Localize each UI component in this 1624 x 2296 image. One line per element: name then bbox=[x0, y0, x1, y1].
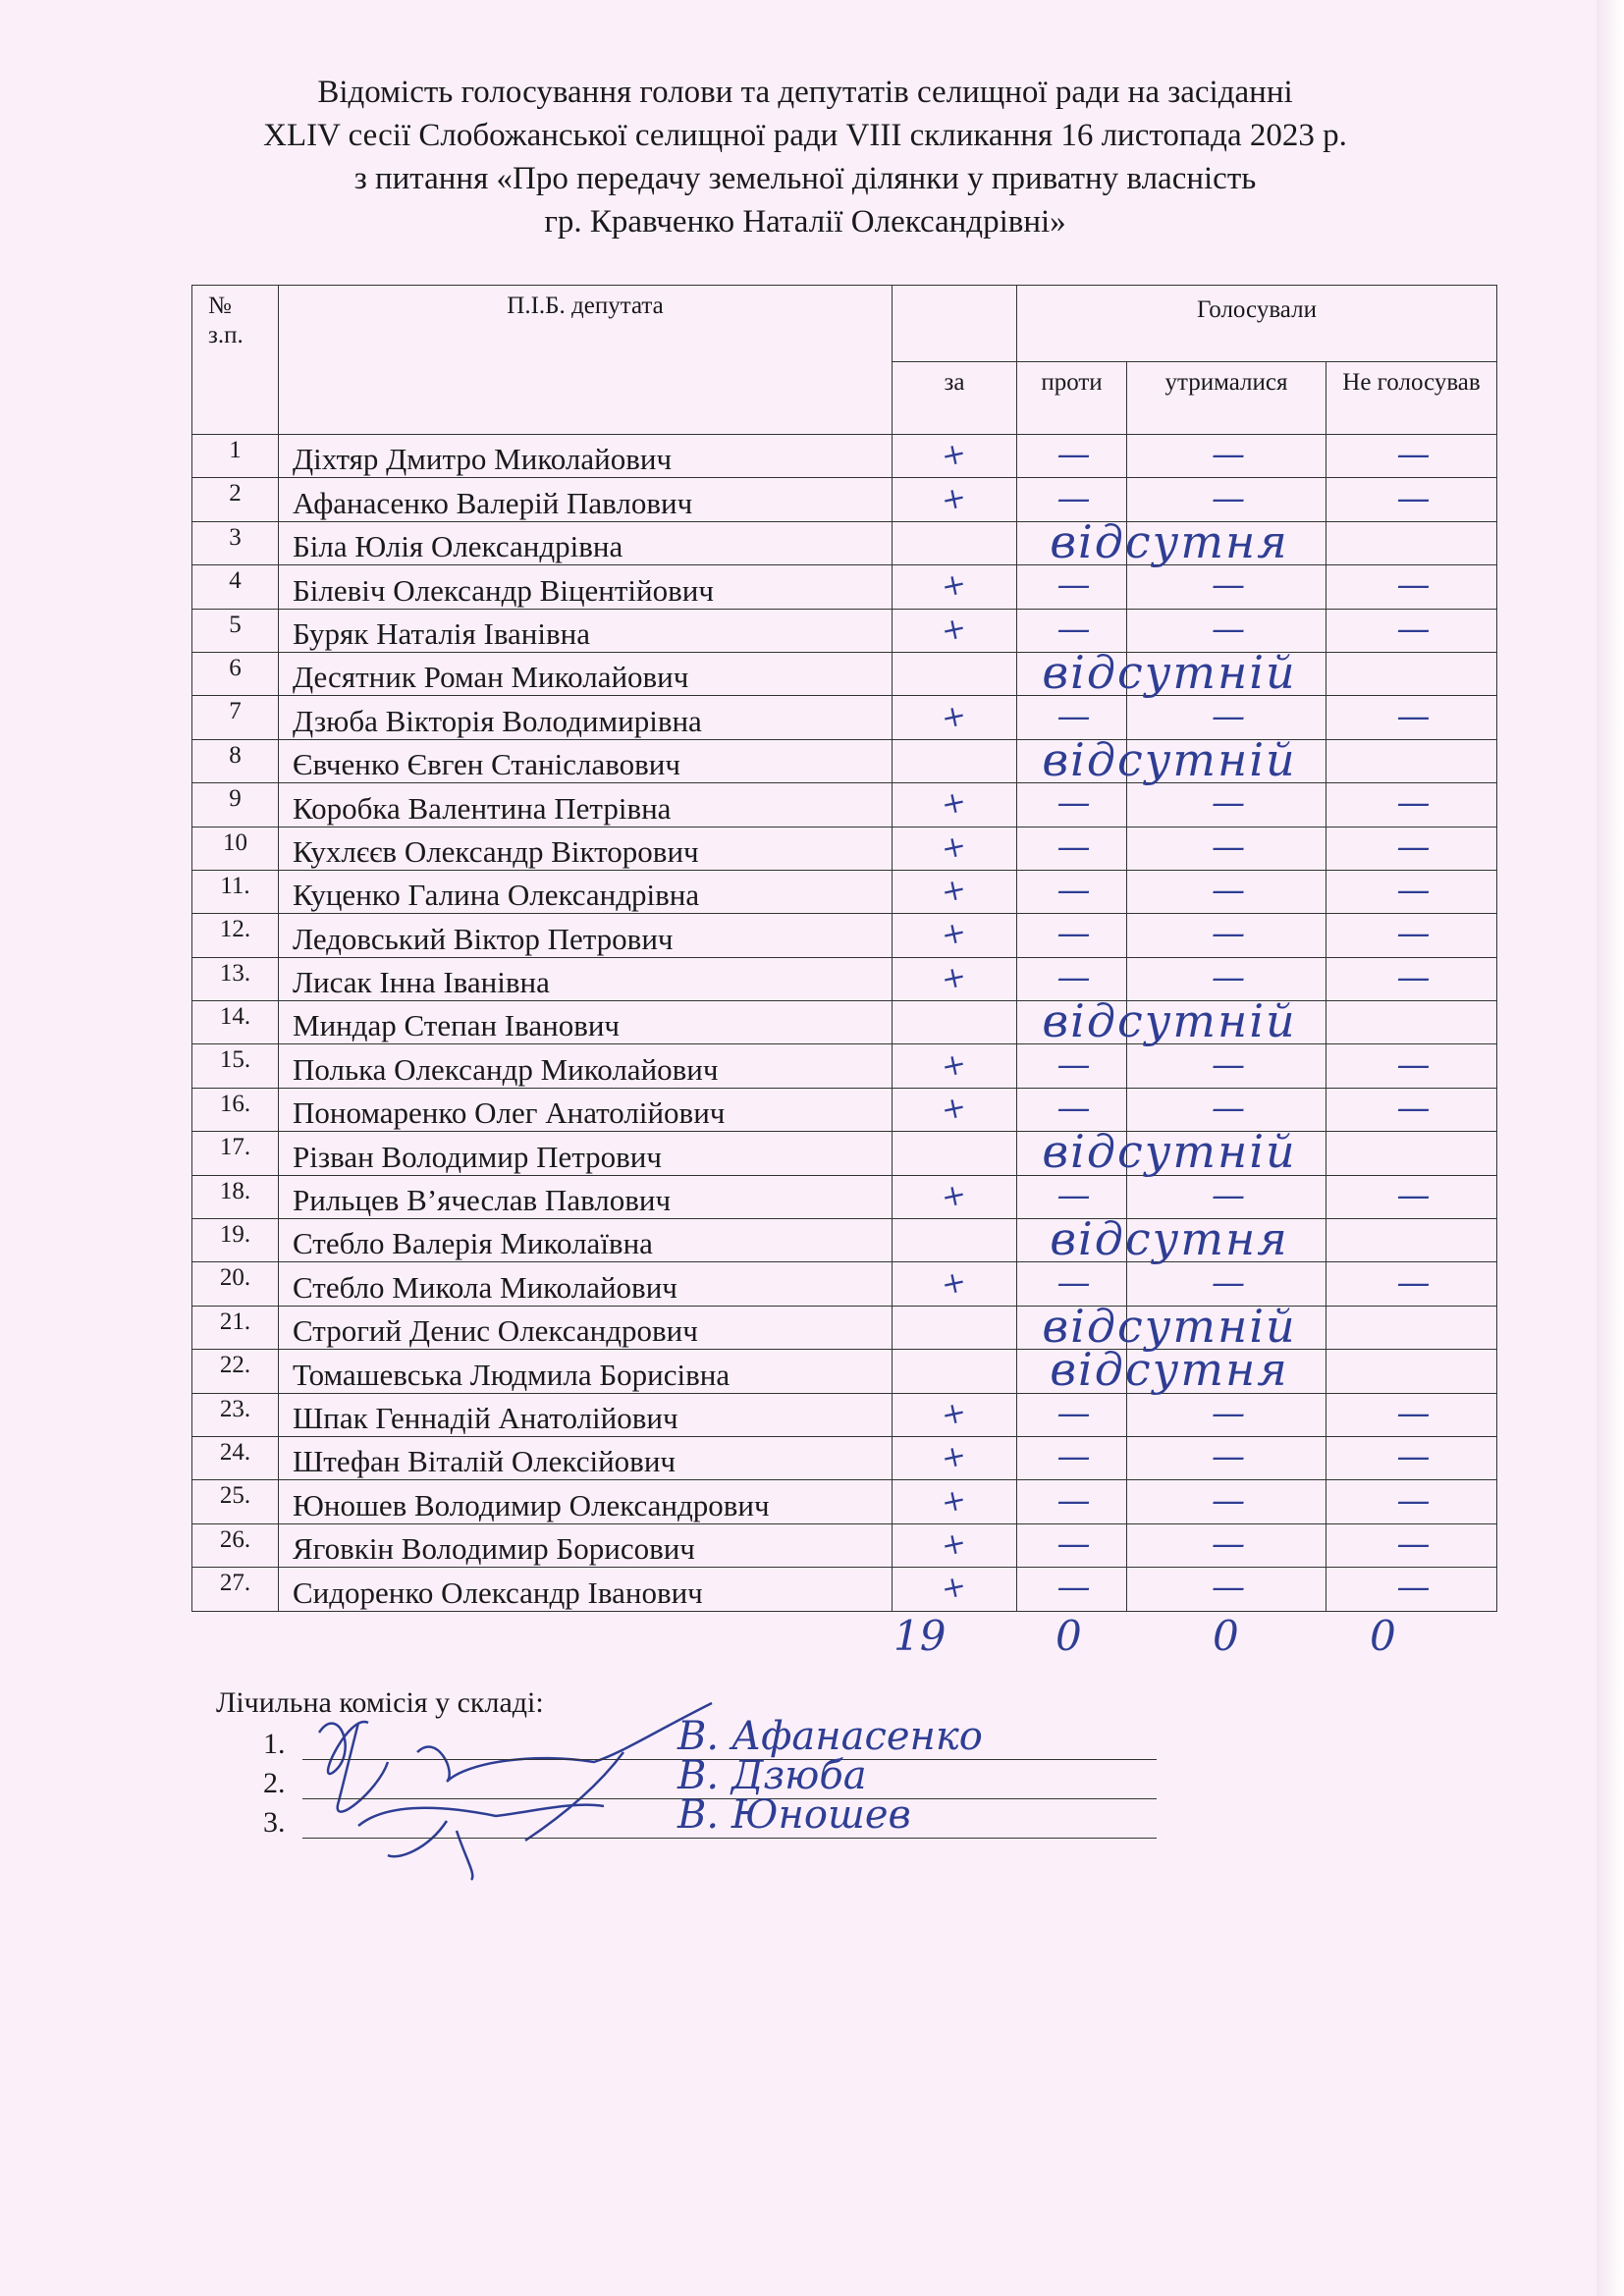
vote-for-mark: + bbox=[938, 1263, 970, 1303]
vote-dash-mark: — bbox=[1396, 957, 1427, 997]
vote-against-cell bbox=[1017, 1480, 1127, 1523]
vote-dash-mark: — bbox=[1056, 565, 1087, 606]
document-heading bbox=[157, 71, 1453, 243]
vote-dash-mark: — bbox=[1396, 1262, 1427, 1303]
vote-abstain-cell bbox=[1127, 1568, 1326, 1611]
row-number: 13. bbox=[192, 957, 279, 1000]
header-abstain: утрималися bbox=[1127, 362, 1326, 435]
vote-for-mark: + bbox=[938, 915, 970, 954]
member-name: В. Юношев bbox=[677, 1792, 911, 1838]
vote-for-mark: + bbox=[938, 784, 970, 824]
deputy-name: Сидоренко Олександр Іванович bbox=[279, 1568, 893, 1611]
vote-against-cell bbox=[1017, 565, 1127, 609]
vote-novote-cell bbox=[1326, 1523, 1497, 1567]
absent-note: відсутня bbox=[1050, 1212, 1289, 1266]
vote-dash-mark: — bbox=[1212, 1393, 1241, 1433]
vote-dash-mark: — bbox=[1212, 565, 1241, 606]
header-voted: Голосували bbox=[1017, 286, 1497, 362]
vote-dash-mark: — bbox=[1396, 1089, 1427, 1129]
deputy-name: Строгий Денис Олександрович bbox=[279, 1306, 893, 1349]
vote-dash-mark: — bbox=[1212, 609, 1241, 649]
vote-dash-mark: — bbox=[1212, 957, 1241, 997]
vote-abstain-cell bbox=[1127, 783, 1326, 827]
table-row bbox=[192, 870, 1497, 913]
vote-dash-mark: — bbox=[1396, 435, 1427, 475]
deputy-name: Дзюба Вікторія Володимирівна bbox=[279, 696, 893, 739]
deputy-name: Білевіч Олександр Віцентійович bbox=[279, 565, 893, 609]
total-for: 19 bbox=[893, 1612, 947, 1660]
vote-abstain-cell bbox=[1127, 1523, 1326, 1567]
vote-against-cell bbox=[1017, 870, 1127, 913]
table-row bbox=[192, 1001, 1497, 1044]
vote-dash-mark: — bbox=[1212, 1089, 1241, 1129]
vote-dash-mark: — bbox=[1212, 696, 1241, 736]
table-row bbox=[192, 1393, 1497, 1436]
vote-for-mark: + bbox=[938, 1481, 970, 1521]
vote-novote-cell bbox=[1326, 783, 1497, 827]
vote-against-cell bbox=[1017, 732, 1297, 786]
heading-line-3: з питання «Про передачу земельної ділянки у приватну власність bbox=[353, 161, 1257, 196]
vote-dash-mark: — bbox=[1056, 1480, 1087, 1521]
vote-for-mark: + bbox=[938, 1176, 970, 1216]
vote-abstain-cell bbox=[1127, 1436, 1326, 1479]
table-row bbox=[192, 1523, 1497, 1567]
vote-novote-cell bbox=[1326, 1219, 1497, 1262]
vote-dash-mark: — bbox=[1396, 914, 1427, 954]
vote-dash-mark: — bbox=[1056, 914, 1087, 954]
row-number: 27. bbox=[192, 1568, 279, 1611]
vote-dash-mark: — bbox=[1396, 478, 1427, 518]
table-row bbox=[192, 739, 1497, 782]
deputy-name: Стебло Валерія Миколаївна bbox=[279, 1219, 893, 1262]
header-novote: Не голосував bbox=[1326, 362, 1497, 435]
table-row bbox=[192, 1480, 1497, 1523]
vote-against-cell bbox=[1017, 1568, 1127, 1611]
table-row bbox=[192, 1132, 1497, 1175]
vote-abstain-cell bbox=[1127, 1480, 1326, 1523]
vote-novote-cell bbox=[1326, 739, 1497, 782]
vote-dash-mark: — bbox=[1212, 1523, 1241, 1564]
vote-dash-mark: — bbox=[1056, 827, 1087, 867]
absent-note: відсутній bbox=[1042, 732, 1297, 786]
vote-novote-cell bbox=[1326, 1568, 1497, 1611]
vote-novote-cell bbox=[1326, 870, 1497, 913]
vote-dash-mark: — bbox=[1212, 871, 1241, 911]
vote-novote-cell bbox=[1326, 1480, 1497, 1523]
vote-dash-mark: — bbox=[1056, 1568, 1087, 1608]
vote-novote-cell bbox=[1326, 1436, 1497, 1479]
deputy-name: Юношев Володимир Олександрович bbox=[279, 1480, 893, 1523]
vote-abstain-cell bbox=[1127, 565, 1326, 609]
vote-abstain-cell bbox=[1127, 870, 1326, 913]
vote-dash-mark: — bbox=[1212, 1480, 1241, 1521]
vote-novote-cell bbox=[1326, 565, 1497, 609]
deputy-name: Афанасенко Валерій Павлович bbox=[279, 478, 893, 521]
member-number: 2. bbox=[263, 1767, 286, 1799]
vote-dash-mark: — bbox=[1396, 565, 1427, 606]
table-row bbox=[192, 565, 1497, 609]
row-number: 16. bbox=[192, 1088, 279, 1131]
heading-line-4: гр. Кравченко Наталії Олександрівні» bbox=[544, 204, 1066, 240]
deputy-name: Яговкін Володимир Борисович bbox=[279, 1523, 893, 1567]
vote-dash-mark: — bbox=[1212, 1175, 1241, 1215]
vote-for-cell bbox=[893, 435, 1017, 478]
vote-dash-mark: — bbox=[1056, 957, 1087, 997]
vote-abstain-cell bbox=[1127, 435, 1326, 478]
signature-line bbox=[302, 1838, 1157, 1839]
table-row bbox=[192, 783, 1497, 827]
row-number: 19. bbox=[192, 1219, 279, 1262]
table-row bbox=[192, 1436, 1497, 1479]
row-number: 14. bbox=[192, 1001, 279, 1044]
vote-dash-mark: — bbox=[1396, 1044, 1427, 1085]
vote-for-cell bbox=[893, 1480, 1017, 1523]
deputy-name: Різван Володимир Петрович bbox=[279, 1132, 893, 1175]
member-number: 3. bbox=[263, 1806, 286, 1839]
vote-dash-mark: — bbox=[1056, 871, 1087, 911]
row-number: 22. bbox=[192, 1350, 279, 1393]
vote-for-cell bbox=[893, 1568, 1017, 1611]
deputy-name: Коробка Валентина Петрівна bbox=[279, 783, 893, 827]
vote-for-mark: + bbox=[938, 958, 970, 998]
deputy-name: Ледовський Віктор Петрович bbox=[279, 914, 893, 957]
vote-for-mark: + bbox=[938, 610, 970, 649]
absent-note: відсутній bbox=[1042, 645, 1297, 699]
vote-for-mark: + bbox=[938, 435, 970, 475]
vote-dash-mark: — bbox=[1056, 1393, 1087, 1433]
voting-table bbox=[191, 285, 1497, 1612]
absent-note: відсутній bbox=[1042, 994, 1297, 1048]
vote-abstain-cell bbox=[1127, 1132, 1326, 1175]
vote-dash-mark: — bbox=[1212, 1044, 1241, 1085]
vote-dash-mark: — bbox=[1056, 1523, 1087, 1564]
vote-against-cell bbox=[1017, 783, 1127, 827]
vote-for-mark: + bbox=[938, 1569, 970, 1608]
vote-for-cell bbox=[893, 565, 1017, 609]
deputy-name: Біла Юлія Олександрівна bbox=[279, 521, 893, 564]
vote-dash-mark: — bbox=[1212, 1262, 1241, 1303]
vote-abstain-cell bbox=[1127, 521, 1326, 564]
absent-note: відсутня bbox=[1050, 514, 1289, 568]
deputy-name: Буряк Наталія Іванівна bbox=[279, 609, 893, 652]
vote-for-cell bbox=[893, 1044, 1017, 1088]
deputy-name: Пономаренко Олег Анатолійович bbox=[279, 1088, 893, 1131]
vote-against-cell bbox=[1017, 435, 1127, 478]
header-number: № з.п. bbox=[192, 286, 279, 435]
header-for: за bbox=[893, 362, 1017, 435]
vote-for-mark: + bbox=[938, 697, 970, 736]
vote-against-cell bbox=[1017, 994, 1297, 1048]
vote-novote-cell bbox=[1326, 1044, 1497, 1088]
page-edge bbox=[1597, 0, 1624, 2296]
vote-dash-mark: — bbox=[1396, 1480, 1427, 1521]
vote-against-cell bbox=[1017, 914, 1127, 957]
vote-novote-cell bbox=[1326, 914, 1497, 957]
table-row bbox=[192, 435, 1497, 478]
vote-novote-cell bbox=[1326, 652, 1497, 695]
vote-dash-mark: — bbox=[1056, 1044, 1087, 1085]
vote-abstain-cell bbox=[1127, 652, 1326, 695]
deputy-name: Миндар Степан Іванович bbox=[279, 1001, 893, 1044]
heading-line-1: Відомість голосування голови та депутатів селищної ради на засіданні bbox=[317, 75, 1293, 110]
vote-for-mark: + bbox=[938, 1394, 970, 1434]
vote-against-cell bbox=[1017, 827, 1127, 870]
header-name: П.І.Б. депутата bbox=[279, 286, 893, 435]
row-number: 17. bbox=[192, 1132, 279, 1175]
vote-abstain-cell bbox=[1127, 827, 1326, 870]
vote-against-cell bbox=[1017, 645, 1297, 699]
member-name: В. Афанасенко bbox=[677, 1714, 983, 1759]
vote-against-cell bbox=[1017, 1523, 1127, 1567]
table-row bbox=[192, 521, 1497, 564]
table-row bbox=[192, 1568, 1497, 1611]
vote-novote-cell bbox=[1326, 827, 1497, 870]
deputy-name: Кухлєєв Олександр Вікторович bbox=[279, 827, 893, 870]
row-number: 25. bbox=[192, 1480, 279, 1523]
vote-dash-mark: — bbox=[1212, 783, 1241, 824]
vote-abstain-cell bbox=[1127, 1350, 1326, 1393]
vote-dash-mark: — bbox=[1396, 696, 1427, 736]
member-number: 1. bbox=[263, 1728, 286, 1760]
vote-for-mark: + bbox=[938, 479, 970, 518]
vote-dash-mark: — bbox=[1396, 827, 1427, 867]
vote-novote-cell bbox=[1326, 435, 1497, 478]
total-novote: 0 bbox=[1370, 1612, 1396, 1660]
deputy-name: Стебло Микола Миколайович bbox=[279, 1262, 893, 1306]
header-against: проти bbox=[1017, 362, 1127, 435]
table-row bbox=[192, 1219, 1497, 1262]
vote-for-mark: + bbox=[938, 871, 970, 911]
vote-for-cell bbox=[893, 914, 1017, 957]
row-number: 23. bbox=[192, 1393, 279, 1436]
vote-dash-mark: — bbox=[1056, 435, 1087, 475]
vote-dash-mark: — bbox=[1396, 783, 1427, 824]
row-number: 8 bbox=[192, 739, 279, 782]
vote-dash-mark: — bbox=[1056, 1262, 1087, 1303]
vote-dash-mark: — bbox=[1056, 609, 1087, 649]
vote-dash-mark: — bbox=[1056, 696, 1087, 736]
vote-abstain-cell bbox=[1127, 1044, 1326, 1088]
vote-dash-mark: — bbox=[1396, 1568, 1427, 1608]
table-row bbox=[192, 1044, 1497, 1088]
row-number: 6 bbox=[192, 652, 279, 695]
row-number: 21. bbox=[192, 1306, 279, 1349]
vote-dash-mark: — bbox=[1056, 1175, 1087, 1215]
vote-dash-mark: — bbox=[1396, 609, 1427, 649]
row-number: 7 bbox=[192, 696, 279, 739]
vote-for-mark: + bbox=[938, 1045, 970, 1085]
vote-for-cell bbox=[893, 827, 1017, 870]
vote-dash-mark: — bbox=[1396, 871, 1427, 911]
commission-label: Лічильна комісія у складі: bbox=[216, 1686, 544, 1719]
table-row bbox=[192, 1350, 1497, 1393]
total-against: 0 bbox=[1056, 1612, 1082, 1660]
row-number: 20. bbox=[192, 1262, 279, 1306]
vote-dash-mark: — bbox=[1056, 1089, 1087, 1129]
deputy-name: Лисак Інна Іванівна bbox=[279, 957, 893, 1000]
vote-novote-cell bbox=[1326, 1132, 1497, 1175]
vote-novote-cell bbox=[1326, 1350, 1497, 1393]
deputy-name: Томашевська Людмила Борисівна bbox=[279, 1350, 893, 1393]
vote-dash-mark: — bbox=[1056, 478, 1087, 518]
table-row bbox=[192, 652, 1497, 695]
deputy-name: Євченко Євген Станіславович bbox=[279, 739, 893, 782]
vote-against-cell bbox=[1017, 1044, 1127, 1088]
deputy-name: Десятник Роман Миколайович bbox=[279, 652, 893, 695]
vote-against-cell bbox=[1017, 1343, 1289, 1397]
absent-note: відсутній bbox=[1042, 1299, 1297, 1353]
total-abstain: 0 bbox=[1213, 1612, 1239, 1660]
vote-abstain-cell bbox=[1127, 1219, 1326, 1262]
vote-for-cell bbox=[893, 1523, 1017, 1567]
deputy-name: Штефан Віталій Олексійович bbox=[279, 1436, 893, 1479]
row-number: 15. bbox=[192, 1044, 279, 1088]
header-blank bbox=[893, 286, 1017, 362]
row-number: 1 bbox=[192, 435, 279, 478]
absent-note: відсутня bbox=[1050, 1343, 1289, 1397]
member-name: В. Дзюба bbox=[677, 1753, 867, 1798]
vote-for-mark: + bbox=[938, 566, 970, 606]
vote-abstain-cell bbox=[1127, 1393, 1326, 1436]
vote-dash-mark: — bbox=[1396, 1437, 1427, 1477]
vote-for-mark: + bbox=[938, 1089, 970, 1129]
vote-dash-mark: — bbox=[1212, 435, 1241, 475]
vote-for-cell bbox=[893, 1436, 1017, 1479]
deputy-name: Шпак Геннадій Анатолійович bbox=[279, 1393, 893, 1436]
vote-dash-mark: — bbox=[1056, 783, 1087, 824]
vote-novote-cell bbox=[1326, 521, 1497, 564]
vote-dash-mark: — bbox=[1056, 1437, 1087, 1477]
vote-dash-mark: — bbox=[1396, 1393, 1427, 1433]
vote-against-cell bbox=[1017, 1436, 1127, 1479]
row-number: 24. bbox=[192, 1436, 279, 1479]
row-number: 3 bbox=[192, 521, 279, 564]
vote-novote-cell bbox=[1326, 1393, 1497, 1436]
row-number: 4 bbox=[192, 565, 279, 609]
deputy-name: Полька Олександр Миколайович bbox=[279, 1044, 893, 1088]
vote-abstain-cell bbox=[1127, 739, 1326, 782]
vote-dash-mark: — bbox=[1212, 827, 1241, 867]
heading-line-2: XLIV сесії Слобожанської селищної ради VIII скликання 16 листопада 2023 р. bbox=[263, 118, 1347, 153]
table-body bbox=[192, 435, 1497, 1612]
deputy-name: Діхтяр Дмитро Миколайович bbox=[279, 435, 893, 478]
vote-dash-mark: — bbox=[1212, 1568, 1241, 1608]
table-row bbox=[192, 914, 1497, 957]
row-number: 11. bbox=[192, 870, 279, 913]
vote-dash-mark: — bbox=[1396, 1175, 1427, 1215]
vote-totals bbox=[191, 1612, 1497, 1671]
vote-for-cell bbox=[893, 1393, 1017, 1436]
vote-for-cell bbox=[893, 870, 1017, 913]
vote-against-cell bbox=[1017, 1212, 1289, 1266]
row-number: 12. bbox=[192, 914, 279, 957]
vote-against-cell bbox=[1017, 514, 1289, 568]
absent-note: відсутній bbox=[1042, 1125, 1297, 1179]
deputy-name: Куценко Галина Олександрівна bbox=[279, 870, 893, 913]
vote-against-cell bbox=[1017, 1393, 1127, 1436]
vote-abstain-cell bbox=[1127, 914, 1326, 957]
vote-for-mark: + bbox=[938, 1437, 970, 1477]
deputy-name: Рильцев В’ячеслав Павлович bbox=[279, 1175, 893, 1218]
vote-for-cell bbox=[893, 783, 1017, 827]
vote-against-cell bbox=[1017, 1125, 1297, 1179]
vote-novote-cell bbox=[1326, 1001, 1497, 1044]
vote-for-mark: + bbox=[938, 1524, 970, 1565]
vote-for-mark: + bbox=[938, 828, 970, 867]
table-row bbox=[192, 827, 1497, 870]
vote-dash-mark: — bbox=[1212, 1437, 1241, 1477]
vote-dash-mark: — bbox=[1396, 1523, 1427, 1564]
row-number: 26. bbox=[192, 1523, 279, 1567]
row-number: 9 bbox=[192, 783, 279, 827]
vote-dash-mark: — bbox=[1212, 478, 1241, 518]
row-number: 10 bbox=[192, 827, 279, 870]
vote-dash-mark: — bbox=[1212, 914, 1241, 954]
row-number: 2 bbox=[192, 478, 279, 521]
row-number: 5 bbox=[192, 609, 279, 652]
signature-scribbles bbox=[299, 1693, 722, 1890]
vote-abstain-cell bbox=[1127, 1001, 1326, 1044]
row-number: 18. bbox=[192, 1175, 279, 1218]
